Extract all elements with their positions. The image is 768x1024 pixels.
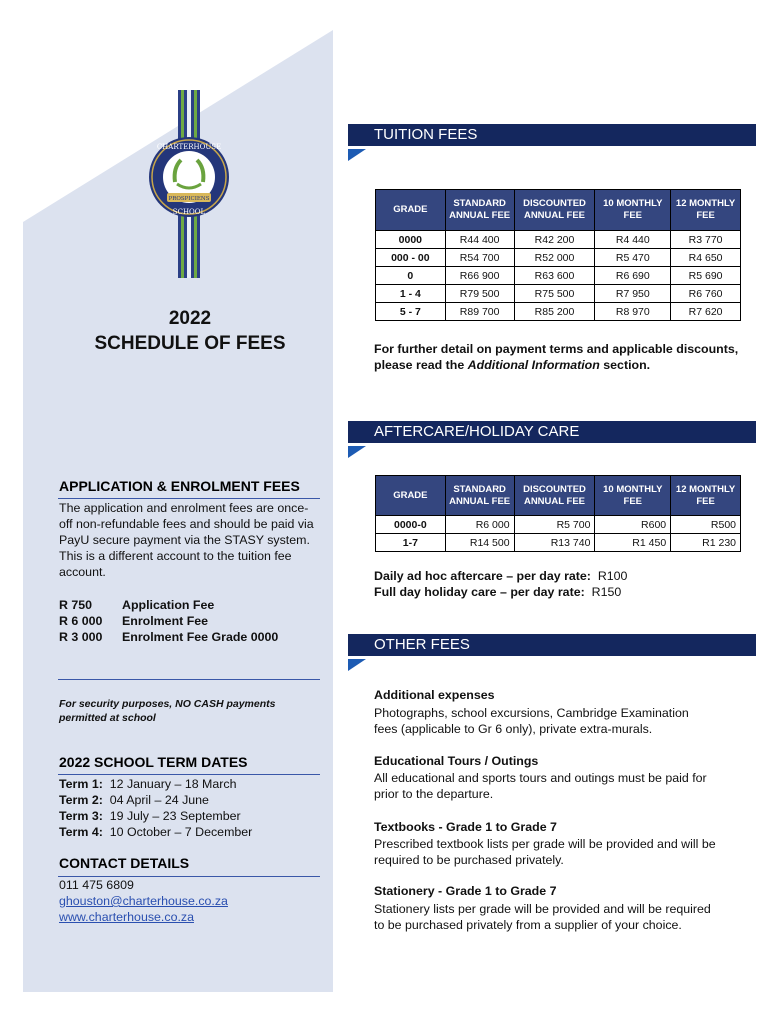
fee-cell: R4 650 <box>671 249 741 267</box>
grade-cell: 0000-0 <box>376 516 446 534</box>
fee-cell: R5 470 <box>595 249 671 267</box>
table-header-cell: 12 MONTHLY FEE <box>671 476 741 516</box>
other-item-text: Prescribed textbook lists per grade will be provided and will be required to be purchased privately. <box>374 837 716 867</box>
other-item-heading: Additional expenses <box>374 688 495 702</box>
fee-cell: R52 000 <box>514 249 595 267</box>
fee-cell: R13 740 <box>514 534 595 552</box>
tuition-fees-table <box>375 189 741 321</box>
fee-cell: R54 700 <box>445 249 514 267</box>
fee-amount: R 750 <box>59 598 93 612</box>
adhoc-aftercare-rate: Daily ad hoc aftercare – per day rate: R100 <box>374 569 628 583</box>
fee-cell: R63 600 <box>514 267 595 285</box>
grade-cell: 0000 <box>376 231 446 249</box>
heading-rule <box>58 498 320 499</box>
term-row: Term 2: 04 April – 24 June <box>59 793 209 807</box>
fee-cell: R79 500 <box>445 285 514 303</box>
svg-text:SCHOOL: SCHOOL <box>172 208 206 216</box>
svg-text:CHARTERHOUSE: CHARTERHOUSE <box>156 143 222 151</box>
heading-rule <box>58 876 320 877</box>
svg-text:PROSPICIENS: PROSPICIENS <box>168 196 210 202</box>
table-row <box>376 285 741 303</box>
table-header-cell: DISCOUNTED ANNUAL FEE <box>514 190 595 231</box>
other-item-text: Photographs, school excursions, Cambridge Examination fees (applicable to Gr 6 only), private extra-murals. <box>374 706 689 736</box>
contact-heading: CONTACT DETAILS <box>59 855 190 871</box>
banner-notch-icon <box>348 659 366 671</box>
banner-notch-icon <box>348 446 366 458</box>
fee-cell: R1 230 <box>671 534 741 552</box>
table-row <box>376 231 741 249</box>
fee-cell: R85 200 <box>514 303 595 321</box>
fee-amount: R 6 000 <box>59 614 103 628</box>
table-header-cell: GRADE <box>376 476 446 516</box>
fee-cell: R4 440 <box>595 231 671 249</box>
table-header-cell: STANDARD ANNUAL FEE <box>445 476 514 516</box>
fee-cell: R6 690 <box>595 267 671 285</box>
heading-rule <box>58 774 320 775</box>
fee-label: Enrolment Fee Grade 0000 <box>122 630 279 644</box>
fee-label: Application Fee <box>122 598 215 612</box>
contact-email-link[interactable]: ghouston@charterhouse.co.za <box>59 894 228 908</box>
fee-cell: R3 770 <box>671 231 741 249</box>
fee-cell: R5 700 <box>514 516 595 534</box>
table-header-cell: STANDARD ANNUAL FEE <box>445 190 514 231</box>
aftercare-banner: AFTERCARE/HOLIDAY CARE <box>348 421 756 443</box>
application-heading: APPLICATION & ENROLMENT FEES <box>59 478 300 494</box>
fee-cell: R1 450 <box>595 534 671 552</box>
banner-notch-icon <box>348 149 366 161</box>
tuition-fees-banner: TUITION FEES <box>348 124 756 146</box>
section-rule <box>58 679 320 680</box>
holiday-care-rate: Full day holiday care – per day rate: R150 <box>374 585 622 599</box>
tuition-note: For further detail on payment terms and applicable discounts, please read the Additional Information section. <box>374 342 739 372</box>
fee-cell: R14 500 <box>445 534 514 552</box>
grade-cell: 5 - 7 <box>376 303 446 321</box>
fee-cell: R7 620 <box>671 303 741 321</box>
fee-cell: R75 500 <box>514 285 595 303</box>
table-row <box>376 267 741 285</box>
table-header-cell: DISCOUNTED ANNUAL FEE <box>514 476 595 516</box>
fee-cell: R66 900 <box>445 267 514 285</box>
table-row <box>376 516 741 534</box>
other-item-heading: Educational Tours / Outings <box>374 754 539 768</box>
fee-cell: R6 760 <box>671 285 741 303</box>
other-item-heading: Stationery - Grade 1 to Grade 7 <box>374 884 557 898</box>
fee-cell: R600 <box>595 516 671 534</box>
aftercare-fees-table <box>375 475 741 552</box>
table-row <box>376 249 741 267</box>
fee-amount: R 3 000 <box>59 630 103 644</box>
fee-cell: R7 950 <box>595 285 671 303</box>
term-row: Term 4: 10 October – 7 December <box>59 825 253 839</box>
other-fees-banner: OTHER FEES <box>348 634 756 656</box>
fee-cell: R500 <box>671 516 741 534</box>
page-title: SCHEDULE OF FEES <box>94 333 286 354</box>
term-dates-heading: 2022 SCHOOL TERM DATES <box>59 754 248 770</box>
term-row: Term 1: 12 January – 18 March <box>59 777 237 791</box>
term-row: Term 3: 19 July – 23 September <box>59 809 241 823</box>
contact-website-link[interactable]: www.charterhouse.co.za <box>59 910 194 924</box>
fee-cell: R8 970 <box>595 303 671 321</box>
contact-phone: 011 475 6809 <box>59 878 134 892</box>
fee-cell: R6 000 <box>445 516 514 534</box>
fee-label: Enrolment Fee <box>122 614 209 628</box>
security-note: For security purposes, NO CASH payments permitted at school <box>59 698 276 724</box>
page-year: 2022 <box>168 308 212 329</box>
fee-cell: R42 200 <box>514 231 595 249</box>
fee-cell: R44 400 <box>445 231 514 249</box>
table-header-cell: 10 MONTHLY FEE <box>595 476 671 516</box>
fee-cell: R5 690 <box>671 267 741 285</box>
table-header-cell: 12 MONTHLY FEE <box>671 190 741 231</box>
grade-cell: 000 - 00 <box>376 249 446 267</box>
table-header-cell: 10 MONTHLY FEE <box>595 190 671 231</box>
grade-cell: 0 <box>376 267 446 285</box>
fee-cell: R89 700 <box>445 303 514 321</box>
grade-cell: 1-7 <box>376 534 446 552</box>
other-item-text: All educational and sports tours and outings must be paid for prior to the departure. <box>374 771 707 801</box>
grade-cell: 1 - 4 <box>376 285 446 303</box>
other-item-text: Stationery lists per grade will be provided and will be required to be purchased privately from a supplier of your choice. <box>374 902 711 932</box>
other-item-heading: Textbooks - Grade 1 to Grade 7 <box>374 820 557 834</box>
table-row <box>376 534 741 552</box>
table-header-cell: GRADE <box>376 190 446 231</box>
application-description: The application and enrolment fees are once-off non-refundable fees and should be paid via PayU secure payment via the STASY system. This is a different account to the tuition fee account. <box>59 501 314 579</box>
school-crest-logo <box>147 90 231 278</box>
table-row <box>376 303 741 321</box>
